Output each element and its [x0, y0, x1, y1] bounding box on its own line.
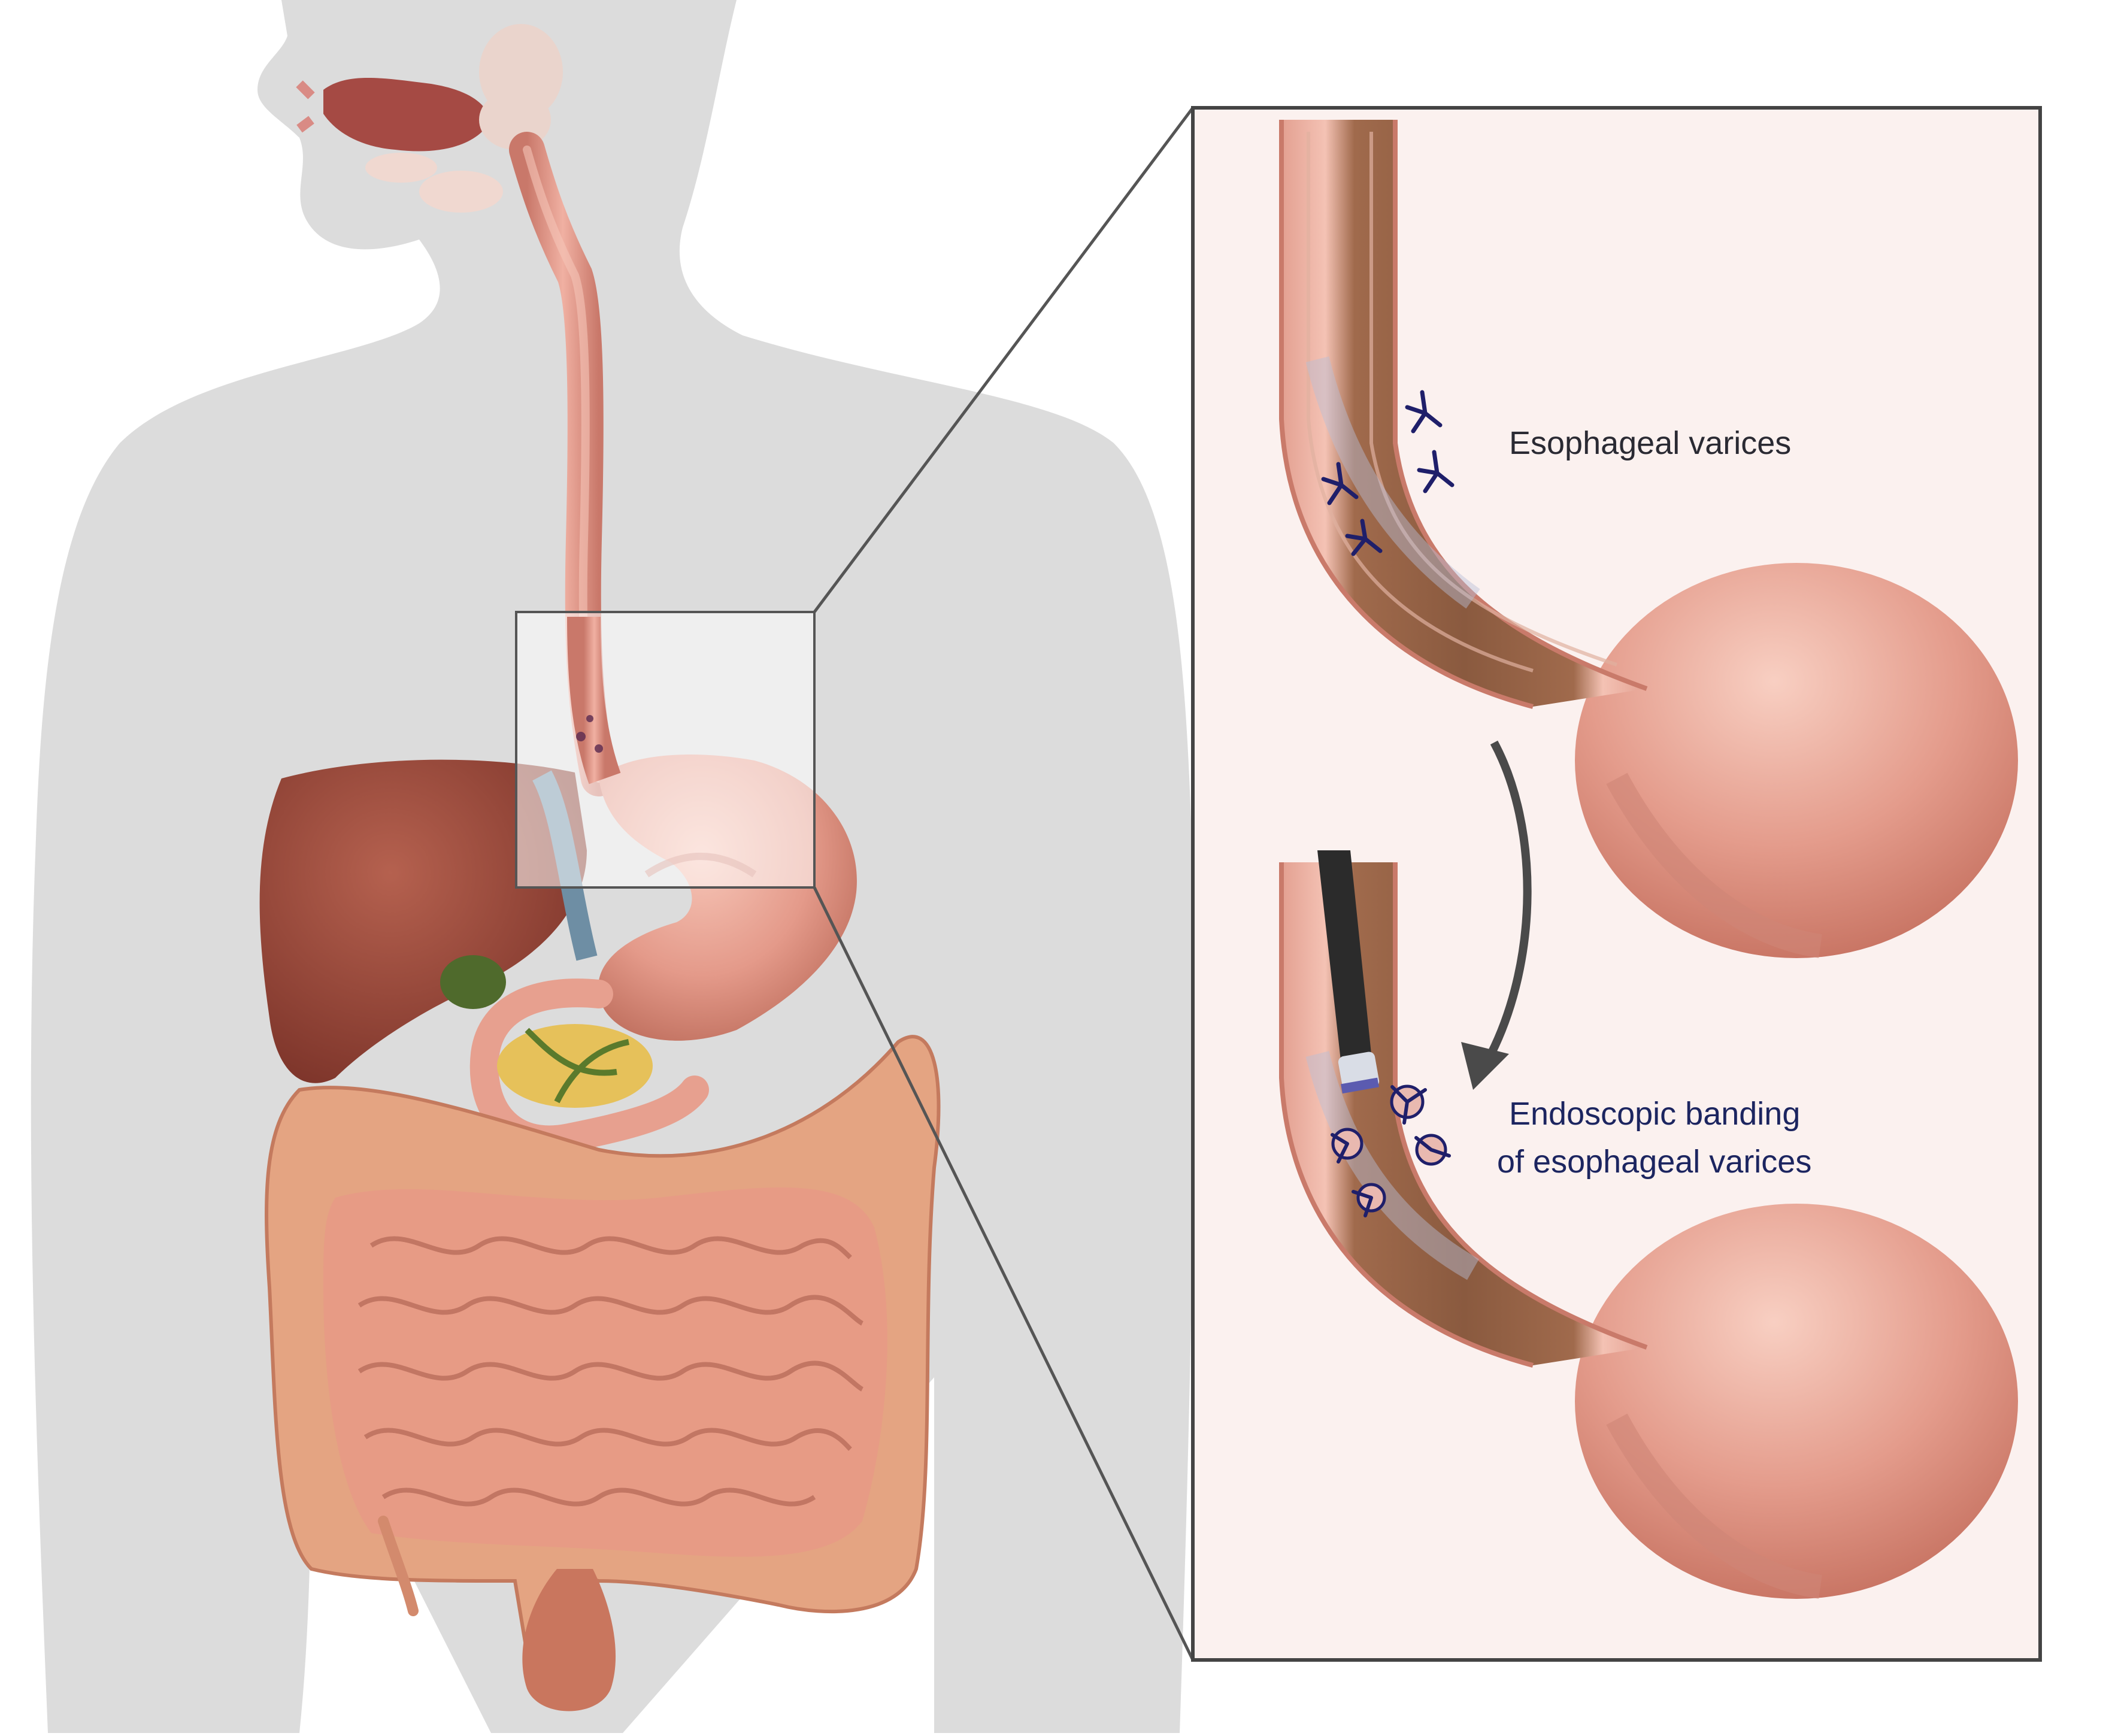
- label-banding-line2: of esophageal varices: [1497, 1144, 1812, 1180]
- gallbladder: [440, 955, 506, 1009]
- label-esophageal-varices: Esophageal varices: [1509, 425, 1792, 461]
- label-banding-line1: Endoscopic banding: [1509, 1096, 1801, 1132]
- zoom-region-box: [516, 612, 814, 887]
